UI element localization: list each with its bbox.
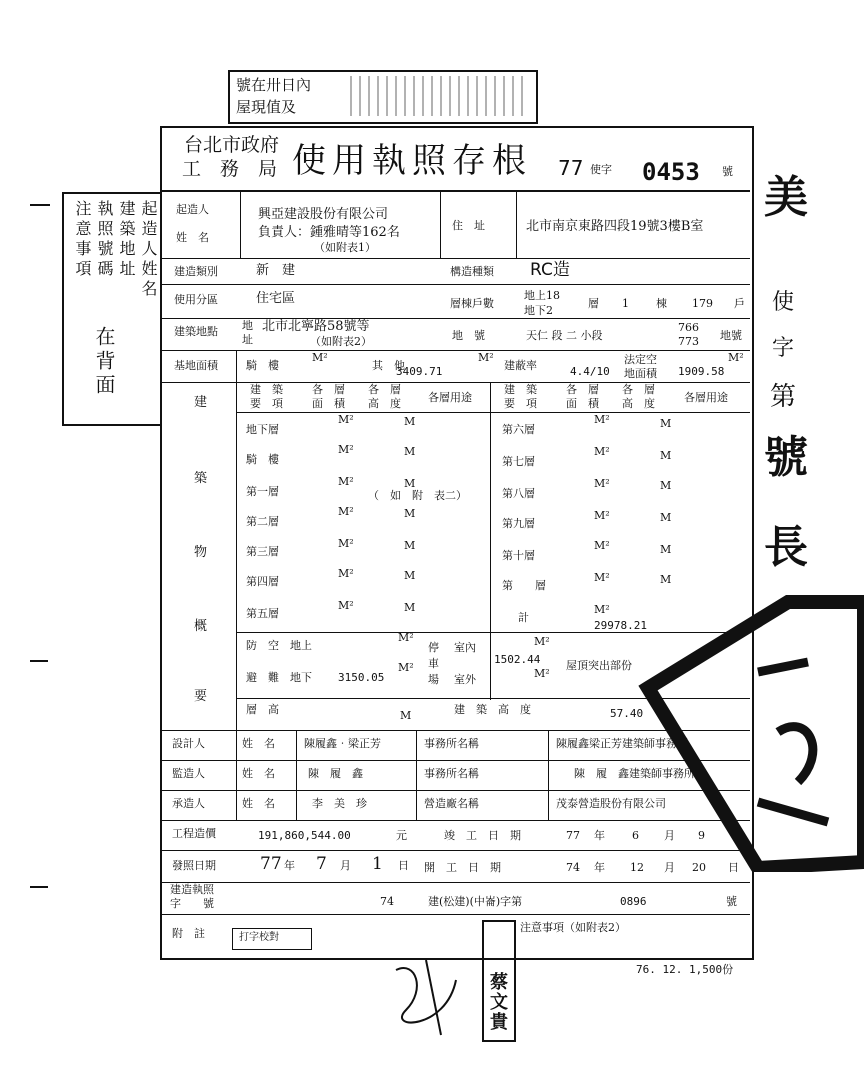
margin-char-4: 號 [764,432,808,483]
outdoor-label: 室外 [454,673,476,686]
unit-a-l1: M² [338,443,354,456]
lot-label: 地 號 [452,329,485,342]
permit-year-ref: 74 [380,895,394,908]
signature-mark [386,950,476,1040]
shelter-unit-1: M² [398,631,414,644]
col-head-l-0: 建 築 [250,383,283,396]
finish-0: 77 [566,829,580,842]
row-r-5: 第 層 [502,579,546,592]
unit-h-l6: M [404,601,416,614]
side-note-extra: 在背面 [92,326,116,398]
lot-no1: 766 [678,321,699,334]
permit-no: 0896 [620,895,647,908]
owner-company: 興亞建設股份有限公司 [258,207,389,222]
permit-year: 77 [558,156,584,180]
issue-label: 發照日期 [172,859,216,872]
site-addr-a: 地 [242,319,253,332]
unit-h-r3: M [660,511,672,524]
owner-label-b: 姓 名 [176,231,209,244]
unit-a-r6: M² [594,603,610,616]
issue-3: 月 [340,859,351,872]
unit-a-l5: M² [338,567,354,580]
total-value: 29978.21 [594,619,647,632]
indoor-value: 1502.44 [494,653,541,666]
cost-label: 工程造價 [172,827,216,840]
unit-a-r3: M² [594,509,610,522]
other-label: 其 他 [372,359,405,372]
area-unit-1: M² [312,351,328,364]
designer-label: 設計人 [172,737,205,750]
use-label: 使用分區 [174,293,218,306]
arcade-label: 騎 樓 [246,359,279,372]
indoor-label: 室內 [454,641,476,654]
attach-label: 附 註 [172,927,205,940]
seal-stamp [482,920,516,1042]
margin-char-1: 使 [772,290,795,315]
row-l-0: 地下層 [246,423,279,436]
row-l-2: 第一層 [246,485,279,498]
scan-mark-2 [30,660,48,662]
area-unit-2: M² [478,351,494,364]
scan-mark-3 [30,886,48,888]
unit-h-l0: M [404,415,416,428]
issue-2: 7 [316,854,327,874]
col-head-r-0: 建 築 [504,383,537,396]
unit-a-l3: M² [338,505,354,518]
block-unit: 棟 [656,297,667,310]
unit-a-r0: M² [594,413,610,426]
shelter-unit-2: M² [398,661,414,674]
gov-line2: 工 務 局 [182,158,278,180]
left-label-3: 概 [194,619,208,634]
corner-stamp [638,592,864,872]
height-label: 層 高 [246,703,279,716]
col-head-l-3: 面 積 [312,397,345,410]
unit-h-r4: M [660,543,672,556]
attach-note: （ 如 附 表二） [368,489,467,502]
unit-a-r2: M² [594,477,610,490]
notice-text: 注意事項（如附表2） [520,921,626,934]
unit-a-r4: M² [594,539,610,552]
floor-unit: 層 [588,297,599,310]
finish-label: 竣 工 日 期 [444,829,521,842]
col-head-r-6: 各層用途 [684,391,728,404]
start-1: 年 [594,861,605,874]
unit-a-l6: M² [338,599,354,612]
start-3: 月 [664,861,675,874]
start-0: 74 [566,861,580,874]
start-4: 20 [692,861,706,874]
gov-line1: 台北市政府 [184,134,280,156]
lot-suffix: 地號 [720,329,742,342]
site-attach: （如附表2） [310,335,372,348]
unit-unit: 戶 [734,297,745,310]
unit-h-l4: M [404,539,416,552]
start-label: 開 工 日 期 [424,861,501,874]
floors-below: 地下2 [524,304,553,317]
supervisor-office: 陳 履 鑫建築師事務所 [574,767,695,780]
contractor-name-label: 姓 名 [242,797,275,810]
area-label: 基地面積 [174,359,218,372]
row-l-1: 騎 樓 [246,453,279,466]
other-value: 3409.71 [396,365,443,378]
floors-label: 層棟戶數 [450,297,494,310]
form-title: 使用執照存根 [292,141,532,181]
row-r-2: 第八層 [502,487,535,500]
col-head-r-2: 各 層 [566,383,599,396]
finish-4: 9 [698,829,705,842]
issue-1: 年 [284,859,295,872]
parking-b: 車 [428,657,439,670]
top-stamp-line1: 號在卅日內 [236,76,312,94]
row-r-4: 第十層 [502,549,535,562]
margin-char-3: 第 [770,382,797,412]
side-note-col4: 注意事項 [73,200,92,280]
left-label-1: 築 [194,471,208,486]
blocks-value: 1 [622,297,629,310]
unit-h-r0: M [660,417,672,430]
struct-value: RC造 [530,260,570,280]
top-stamp [228,70,538,124]
coverage-label: 建蔽率 [504,359,537,372]
lot-no2: 773 [678,335,699,348]
unit-h-l2: M [404,477,416,490]
parking-a: 停 [428,641,439,654]
unit-a-l4: M² [338,537,354,550]
contractor-firm: 茂泰營造股份有限公司 [556,797,666,810]
owner-address: 北市南京東路四段19號3樓B室 [526,219,704,234]
site-addr-b: 址 [242,333,253,346]
shelter-b-value: 3150.05 [338,671,385,684]
permit-word: 使字 [590,163,612,176]
side-note-col3: 執照號碼 [95,200,114,280]
bheight-label: 建 築 高 度 [454,703,531,716]
col-head-l-5: 高 度 [368,397,401,410]
side-note-box [62,192,162,426]
unit-h-r2: M [660,479,672,492]
side-note-col1: 起造人姓名 [139,200,158,300]
struct-label: 構造種類 [450,265,494,278]
designer-office-label: 事務所名稱 [424,737,479,750]
area-unit-3: M² [728,351,744,364]
row-r-6: 計 [518,611,529,624]
left-label-0: 建 [194,395,208,410]
type-value: 新 建 [256,263,296,278]
bheight-value: 57.40 [610,707,644,720]
legal-label-a: 法定空 [624,353,657,366]
designer-name: 陳履鑫‧梁正芳 [304,737,381,750]
finish-2: 6 [632,829,639,842]
left-label-2: 物 [194,545,208,560]
coverage-value: 4.4/10 [570,365,610,378]
col-head-r-3: 面 積 [566,397,599,410]
start-5: 日 [728,861,739,874]
supervisor-office-label: 事務所名稱 [424,767,479,780]
finish-3: 月 [664,829,675,842]
finish-1: 年 [594,829,605,842]
scan-mark-1 [30,204,50,206]
col-head-r-1: 要 項 [504,397,537,410]
unit-h-r5: M [660,573,672,586]
row-l-6: 第五層 [246,607,279,620]
contractor-name: 李 美 珍 [312,797,367,810]
designer-name-label: 姓 名 [242,737,275,750]
site-address: 北市北寧路58號等 [262,319,370,334]
cost-value: 191,860,544.00 [258,829,351,842]
col-head-l-6: 各層用途 [428,391,472,404]
top-stamp-line2: 屋現值及 [236,98,297,116]
outdoor-unit: M² [534,667,550,680]
issue-0: 77 [260,854,282,874]
shelter-b: 避 難 地下 [246,671,312,684]
footer-print: 76. 12. 1,500份 [636,963,734,976]
issue-5: 日 [398,859,409,872]
col-head-l-1: 要 項 [250,397,283,410]
permit-suffix: 號 [722,165,733,178]
col-head-r-4: 各 層 [622,383,655,396]
unit-h-l5: M [404,569,416,582]
legal-value: 1909.58 [678,365,725,378]
contractor-firm-label: 營造廠名稱 [424,797,479,810]
row-r-1: 第七層 [502,455,535,468]
checker-box [232,928,312,950]
unit-h-r1: M [660,449,672,462]
supervisor-name-label: 姓 名 [242,767,275,780]
unit-a-r5: M² [594,571,610,584]
cost-yuan: 元 [396,829,407,842]
type-label: 建造類別 [174,265,218,278]
shelter-a: 防 空 地上 [246,639,312,652]
permit-label-b: 字 號 [170,897,214,910]
address-label: 住 址 [452,219,485,232]
lot-value: 天仁 段 二 小段 [526,329,603,342]
col-head-l-2: 各 層 [312,383,345,396]
row-l-5: 第四層 [246,575,279,588]
margin-char-5: 長 [764,522,808,573]
checker-label: 打字校對 [239,932,279,943]
indoor-unit: M² [534,635,550,648]
parking-c: 場 [428,673,439,686]
row-l-4: 第三層 [246,545,279,558]
permit-text: 建(松建)(中崙)字第 [428,895,523,908]
row-l-3: 第二層 [246,515,279,528]
side-note-col2: 建築地址 [117,200,136,280]
margin-char-2: 字 [772,336,795,361]
seal-name: 蔡文貴 [487,972,508,1032]
permit-number: 0453 [642,158,700,186]
owner-attach: （如附表1） [314,241,376,254]
supervisor-label: 監造人 [172,767,205,780]
unit-h-l1: M [404,445,416,458]
permit-label-a: 建造執照 [170,883,214,896]
contractor-label: 承造人 [172,797,205,810]
unit-h-l3: M [404,507,416,520]
permit-no-suffix: 號 [726,895,737,908]
units-value: 179 [692,297,713,310]
col-head-l-4: 各 層 [368,383,401,396]
supervisor-name: 陳 履 鑫 [308,767,363,780]
unit-a-l0: M² [338,413,354,426]
owner-label-a: 起造人 [176,203,209,216]
start-2: 12 [630,861,644,874]
legal-label-b: 地面積 [624,367,657,380]
unit-a-r1: M² [594,445,610,458]
margin-char-0: 美 [764,172,808,223]
row-r-0: 第六層 [502,423,535,436]
use-value: 住宅區 [256,291,296,306]
roof-label: 屋頂突出部份 [566,659,632,672]
site-label: 建築地點 [174,325,218,338]
designer-office: 陳履鑫梁正芳建築師事務所 [556,737,688,750]
height-unit: M [400,709,412,722]
owner-rep: 負責人：鍾雅晴等162名 [258,225,400,240]
left-label-4: 要 [194,689,208,704]
row-r-3: 第九層 [502,517,535,530]
unit-a-l2: M² [338,475,354,488]
col-head-r-5: 高 度 [622,397,655,410]
issue-4: 1 [372,854,383,874]
floors-above: 地上18 [524,289,560,302]
